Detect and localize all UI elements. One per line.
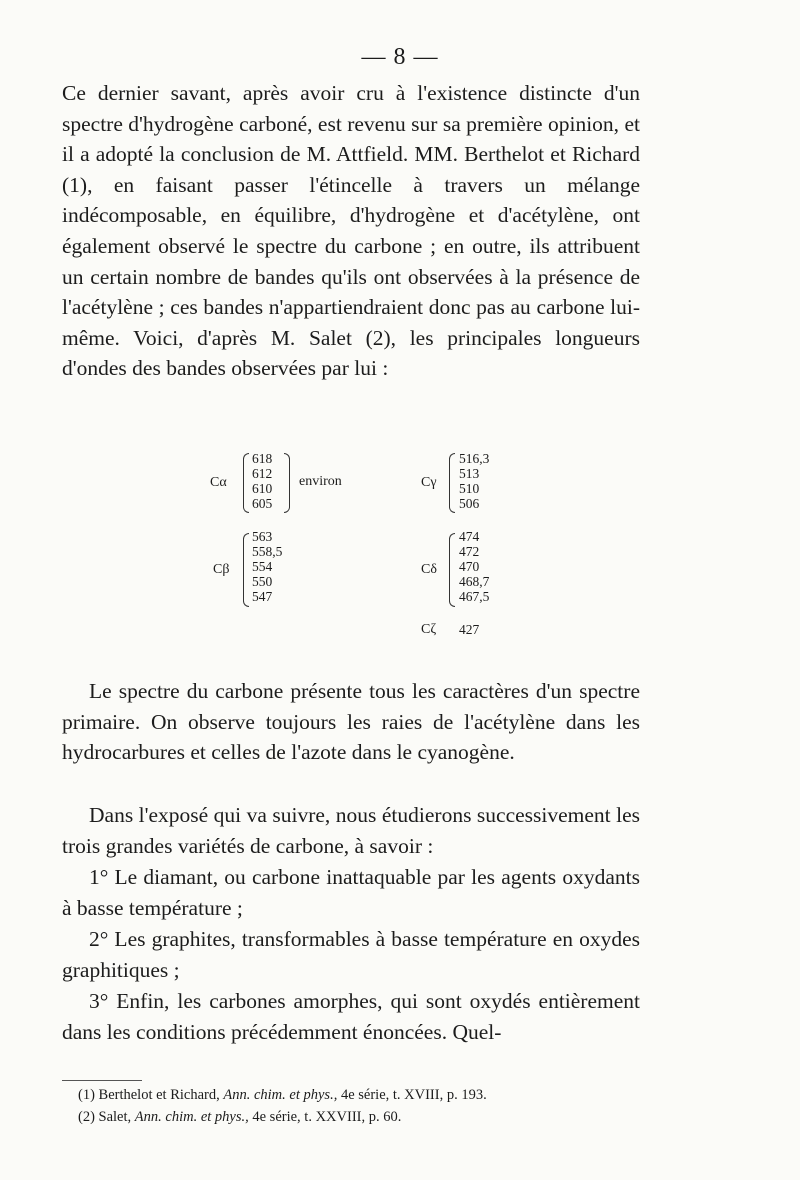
band-value: 612 — [252, 466, 273, 481]
footnote-1-suffix: 4e série, t. XVIII, p. 193. — [340, 1087, 487, 1103]
paragraph-spectre: Le spectre du carbone présente tous les caractères d'un spectre primaire. On observe toujours les raies de l'acétylène dans les hydrocarbures et celles de l'azote dans le cyanogène. — [62, 679, 640, 765]
band-label-gamma: Cγ — [421, 475, 437, 490]
band-value: 618 — [252, 451, 273, 466]
footnote-2-prefix: (2) Salet, — [78, 1109, 132, 1125]
footnote-1-prefix: (1) Berthelot et Richard, — [78, 1087, 220, 1103]
band-label-alpha: Cα — [210, 475, 227, 490]
band-label-delta: Cδ — [421, 562, 437, 577]
band-group-zeta — [421, 622, 541, 640]
brace-left — [449, 453, 455, 513]
footnote-1 — [78, 1086, 487, 1104]
band-value: 558,5 — [252, 544, 283, 559]
band-value: 474 — [459, 529, 480, 544]
band-value: 427 — [459, 622, 480, 637]
band-value: 550 — [252, 574, 273, 589]
band-value: 513 — [459, 466, 480, 481]
band-values-gamma — [459, 451, 489, 511]
band-values-beta — [252, 529, 282, 604]
footnote-2 — [78, 1108, 401, 1126]
band-value: 506 — [459, 496, 480, 511]
brace-left — [243, 453, 249, 513]
paragraph-intro: Ce dernier savant, après avoir cru à l'existence distincte d'un spectre d'hydrogène carboné, est revenu sur sa première opinion, et il a adopté la conclusion de M. Attfield. MM. Berthelot et Richard (1), en faisant passer l'étincelle à travers un mélange indécomposable, en équilibre, d'hydrogène et d'acétylène, ont également observé le spectre du carbone ; en outre, ils attribuent un certain nombre de bandes qu'ils ont observées à la présence de l'acétylène ; ces bandes n'appartiendraient donc pas au carbone lui-même. Voici, d'après M. Salet (2), les principales longueurs d'ondes des bandes observées par lui : — [62, 81, 640, 381]
band-value: 516,3 — [459, 451, 490, 466]
band-value: 472 — [459, 544, 480, 559]
band-label-beta: Cβ — [213, 562, 230, 577]
band-value: 554 — [252, 559, 273, 574]
band-group-beta — [213, 529, 333, 609]
band-label-zeta: Cζ — [421, 622, 437, 637]
band-value: 605 — [252, 496, 273, 511]
band-value: 547 — [252, 589, 273, 604]
list-item-diamant: 1° Le diamant, ou carbone inattaquable par les agents oxydants à basse température ; — [62, 865, 640, 920]
footnote-2-suffix: 4e série, t. XXVIII, p. 60. — [252, 1109, 402, 1125]
band-value: 510 — [459, 481, 480, 496]
page-number: — 8 — — [361, 44, 439, 70]
band-group-gamma — [421, 451, 541, 515]
band-value: 467,5 — [459, 589, 490, 604]
list-item-graphites: 2° Les graphites, transformables à basse température en oxydes graphitiques ; — [62, 927, 640, 982]
band-values-alpha — [252, 451, 272, 511]
band-values-delta — [459, 529, 489, 604]
brace-left — [243, 533, 249, 607]
band-value: 563 — [252, 529, 273, 544]
environ-label: environ — [299, 474, 342, 489]
footnote-2-journal: Ann. chim. et phys., — [134, 1109, 249, 1125]
list-item-amorphes: 3° Enfin, les carbones amorphes, qui sont oxydés entièrement dans les conditions précédemment énoncées. Quel- — [62, 989, 640, 1044]
paragraph-expose: Dans l'exposé qui va suivre, nous étudierons successivement les trois grandes variétés de carbone, à savoir : — [62, 803, 640, 858]
band-value: 468,7 — [459, 574, 490, 589]
brace-right — [284, 453, 290, 513]
band-group-delta — [421, 529, 541, 609]
band-value: 610 — [252, 481, 273, 496]
brace-left — [449, 533, 455, 607]
footnote-1-journal: Ann. chim. et phys., — [223, 1087, 338, 1103]
band-value: 470 — [459, 559, 480, 574]
footnote-rule — [62, 1080, 142, 1081]
